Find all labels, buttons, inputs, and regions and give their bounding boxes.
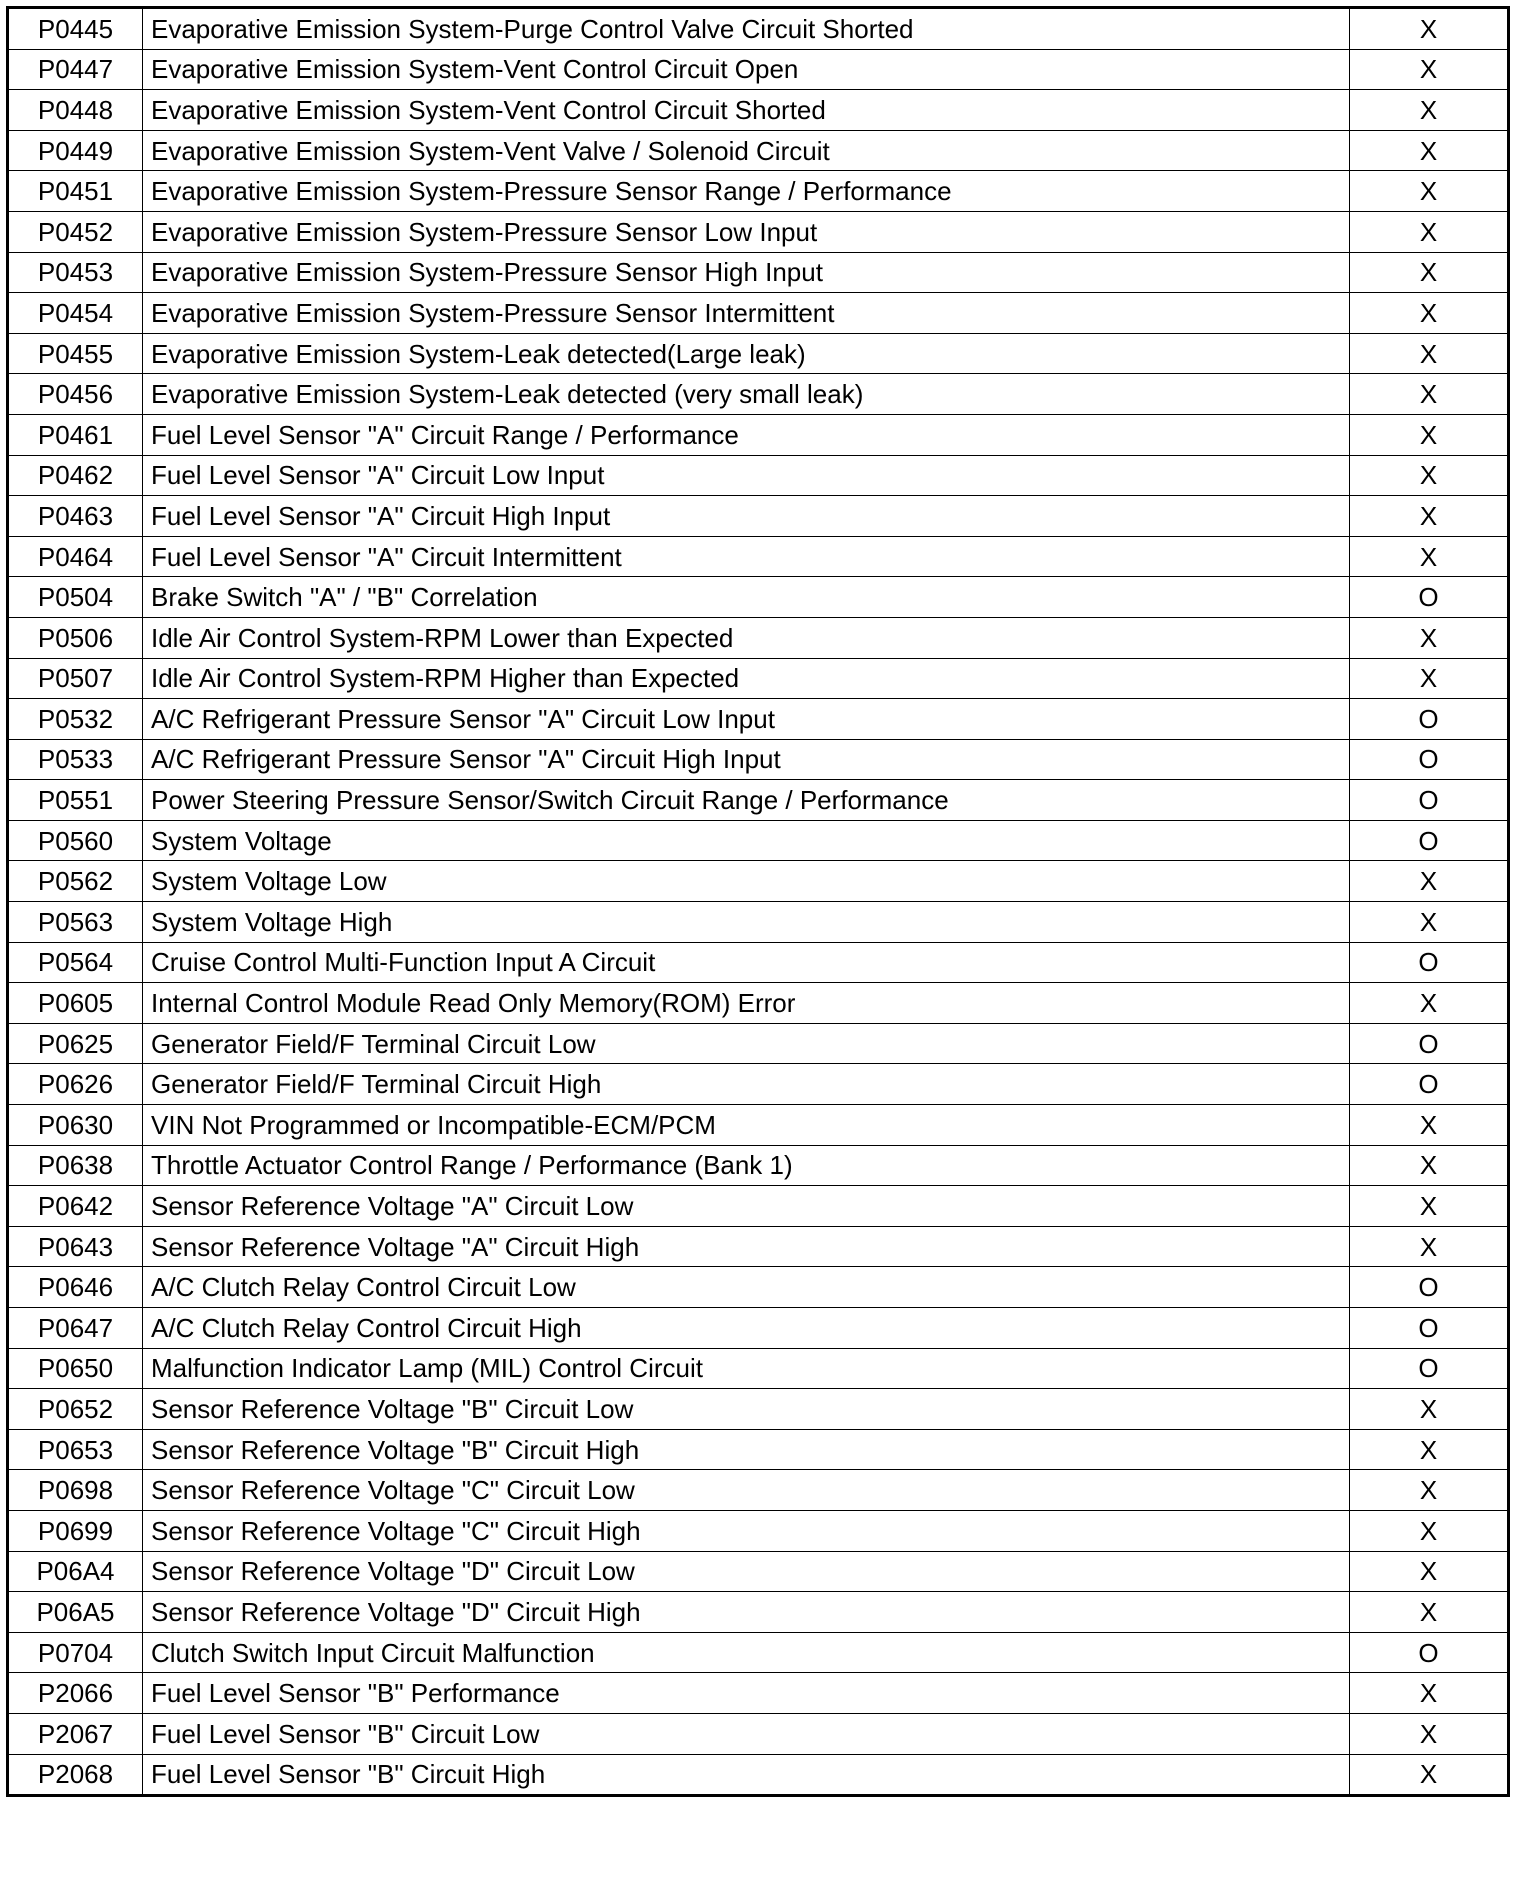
table-row bbox=[8, 780, 1509, 821]
dtc-description-cell: Sensor Reference Voltage "A" Circuit Low bbox=[143, 1186, 1350, 1227]
dtc-mark-cell: X bbox=[1350, 8, 1509, 50]
table-row bbox=[8, 536, 1509, 577]
dtc-description-cell: Fuel Level Sensor "A" Circuit Intermittent bbox=[143, 536, 1350, 577]
table-row bbox=[8, 699, 1509, 740]
dtc-code-cell: P0646 bbox=[8, 1267, 143, 1308]
dtc-mark-cell: X bbox=[1350, 333, 1509, 374]
table-row bbox=[8, 8, 1509, 50]
dtc-mark-cell: X bbox=[1350, 252, 1509, 293]
table-row bbox=[8, 496, 1509, 537]
table-row bbox=[8, 1023, 1509, 1064]
dtc-code-cell: P0626 bbox=[8, 1064, 143, 1105]
dtc-code-cell: P0447 bbox=[8, 49, 143, 90]
table-row bbox=[8, 1267, 1509, 1308]
table-row bbox=[8, 658, 1509, 699]
table-row bbox=[8, 293, 1509, 334]
dtc-code-cell: P0562 bbox=[8, 861, 143, 902]
dtc-mark-cell: X bbox=[1350, 902, 1509, 943]
dtc-mark-cell: X bbox=[1350, 1226, 1509, 1267]
dtc-mark-cell: O bbox=[1350, 1064, 1509, 1105]
dtc-code-cell: P0699 bbox=[8, 1510, 143, 1551]
dtc-mark-cell: O bbox=[1350, 1348, 1509, 1389]
table-row bbox=[8, 861, 1509, 902]
dtc-description-cell: Evaporative Emission System-Pressure Sensor Range / Performance bbox=[143, 171, 1350, 212]
dtc-code-cell: P06A4 bbox=[8, 1551, 143, 1592]
dtc-code-cell: P0449 bbox=[8, 130, 143, 171]
dtc-mark-cell: X bbox=[1350, 211, 1509, 252]
dtc-description-cell: Sensor Reference Voltage "B" Circuit High bbox=[143, 1429, 1350, 1470]
dtc-description-cell: Sensor Reference Voltage "A" Circuit High bbox=[143, 1226, 1350, 1267]
dtc-description-cell: Evaporative Emission System-Leak detected(Large leak) bbox=[143, 333, 1350, 374]
dtc-code-cell: P0462 bbox=[8, 455, 143, 496]
dtc-mark-cell: X bbox=[1350, 496, 1509, 537]
table-row bbox=[8, 414, 1509, 455]
table-row bbox=[8, 577, 1509, 618]
dtc-mark-cell: O bbox=[1350, 820, 1509, 861]
dtc-code-cell: P0630 bbox=[8, 1105, 143, 1146]
dtc-table-body bbox=[8, 8, 1509, 1796]
dtc-description-cell: Cruise Control Multi-Function Input A Circuit bbox=[143, 942, 1350, 983]
dtc-mark-cell: X bbox=[1350, 1470, 1509, 1511]
dtc-description-cell: Malfunction Indicator Lamp (MIL) Control Circuit bbox=[143, 1348, 1350, 1389]
dtc-code-cell: P0452 bbox=[8, 211, 143, 252]
dtc-mark-cell: O bbox=[1350, 1267, 1509, 1308]
dtc-mark-cell: X bbox=[1350, 1673, 1509, 1714]
dtc-description-cell: Evaporative Emission System-Purge Control Valve Circuit Shorted bbox=[143, 8, 1350, 50]
table-row bbox=[8, 1713, 1509, 1754]
table-row bbox=[8, 1064, 1509, 1105]
dtc-mark-cell: O bbox=[1350, 1308, 1509, 1349]
dtc-description-cell: Power Steering Pressure Sensor/Switch Circuit Range / Performance bbox=[143, 780, 1350, 821]
dtc-mark-cell: X bbox=[1350, 90, 1509, 131]
dtc-description-cell: A/C Refrigerant Pressure Sensor "A" Circuit Low Input bbox=[143, 699, 1350, 740]
dtc-description-cell: Sensor Reference Voltage "B" Circuit Low bbox=[143, 1389, 1350, 1430]
dtc-description-cell: Sensor Reference Voltage "D" Circuit High bbox=[143, 1592, 1350, 1633]
dtc-code-cell: P0642 bbox=[8, 1186, 143, 1227]
dtc-mark-cell: X bbox=[1350, 1754, 1509, 1796]
table-row bbox=[8, 130, 1509, 171]
dtc-description-cell: Evaporative Emission System-Vent Control Circuit Shorted bbox=[143, 90, 1350, 131]
dtc-code-cell: P0461 bbox=[8, 414, 143, 455]
dtc-mark-cell: X bbox=[1350, 1429, 1509, 1470]
table-row bbox=[8, 374, 1509, 415]
dtc-description-cell: A/C Refrigerant Pressure Sensor "A" Circuit High Input bbox=[143, 739, 1350, 780]
dtc-description-cell: Clutch Switch Input Circuit Malfunction bbox=[143, 1632, 1350, 1673]
dtc-description-cell: Throttle Actuator Control Range / Performance (Bank 1) bbox=[143, 1145, 1350, 1186]
dtc-description-cell: Sensor Reference Voltage "C" Circuit Low bbox=[143, 1470, 1350, 1511]
dtc-code-cell: P0532 bbox=[8, 699, 143, 740]
dtc-code-cell: P0625 bbox=[8, 1023, 143, 1064]
dtc-description-cell: Evaporative Emission System-Vent Valve / Solenoid Circuit bbox=[143, 130, 1350, 171]
table-row bbox=[8, 1632, 1509, 1673]
dtc-code-cell: P0652 bbox=[8, 1389, 143, 1430]
table-row bbox=[8, 983, 1509, 1024]
table-row bbox=[8, 333, 1509, 374]
dtc-description-cell: Fuel Level Sensor "A" Circuit Range / Performance bbox=[143, 414, 1350, 455]
dtc-description-cell: Idle Air Control System-RPM Higher than Expected bbox=[143, 658, 1350, 699]
dtc-description-cell: Evaporative Emission System-Pressure Sensor Low Input bbox=[143, 211, 1350, 252]
dtc-mark-cell: X bbox=[1350, 1510, 1509, 1551]
dtc-description-cell: Fuel Level Sensor "B" Circuit High bbox=[143, 1754, 1350, 1796]
dtc-description-cell: Idle Air Control System-RPM Lower than Expected bbox=[143, 617, 1350, 658]
dtc-mark-cell: X bbox=[1350, 983, 1509, 1024]
dtc-code-cell: P0563 bbox=[8, 902, 143, 943]
dtc-description-cell: System Voltage bbox=[143, 820, 1350, 861]
dtc-code-cell: P0453 bbox=[8, 252, 143, 293]
table-row bbox=[8, 1226, 1509, 1267]
dtc-description-cell: Internal Control Module Read Only Memory(ROM) Error bbox=[143, 983, 1350, 1024]
table-row bbox=[8, 90, 1509, 131]
dtc-mark-cell: X bbox=[1350, 414, 1509, 455]
dtc-description-cell: A/C Clutch Relay Control Circuit Low bbox=[143, 1267, 1350, 1308]
dtc-mark-cell: O bbox=[1350, 577, 1509, 618]
dtc-mark-cell: X bbox=[1350, 130, 1509, 171]
dtc-description-cell: Generator Field/F Terminal Circuit High bbox=[143, 1064, 1350, 1105]
table-row bbox=[8, 171, 1509, 212]
dtc-mark-cell: X bbox=[1350, 293, 1509, 334]
table-row bbox=[8, 902, 1509, 943]
dtc-description-cell: System Voltage High bbox=[143, 902, 1350, 943]
dtc-mark-cell: X bbox=[1350, 1145, 1509, 1186]
dtc-description-cell: Fuel Level Sensor "A" Circuit Low Input bbox=[143, 455, 1350, 496]
dtc-mark-cell: O bbox=[1350, 1023, 1509, 1064]
dtc-mark-cell: X bbox=[1350, 49, 1509, 90]
dtc-code-cell: P0560 bbox=[8, 820, 143, 861]
dtc-code-cell: P2068 bbox=[8, 1754, 143, 1796]
table-row bbox=[8, 49, 1509, 90]
dtc-table bbox=[6, 6, 1510, 1797]
dtc-code-cell: P0463 bbox=[8, 496, 143, 537]
dtc-mark-cell: X bbox=[1350, 374, 1509, 415]
dtc-mark-cell: O bbox=[1350, 699, 1509, 740]
dtc-mark-cell: X bbox=[1350, 171, 1509, 212]
dtc-mark-cell: X bbox=[1350, 617, 1509, 658]
dtc-code-cell: P0647 bbox=[8, 1308, 143, 1349]
table-row bbox=[8, 455, 1509, 496]
dtc-description-cell: Brake Switch "A" / "B" Correlation bbox=[143, 577, 1350, 618]
dtc-code-cell: P0643 bbox=[8, 1226, 143, 1267]
dtc-code-cell: P0455 bbox=[8, 333, 143, 374]
dtc-mark-cell: X bbox=[1350, 455, 1509, 496]
dtc-code-cell: P0605 bbox=[8, 983, 143, 1024]
dtc-mark-cell: X bbox=[1350, 1105, 1509, 1146]
dtc-description-cell: VIN Not Programmed or Incompatible-ECM/PCM bbox=[143, 1105, 1350, 1146]
dtc-description-cell: Fuel Level Sensor "B" Performance bbox=[143, 1673, 1350, 1714]
dtc-code-cell: P0564 bbox=[8, 942, 143, 983]
dtc-code-cell: P0698 bbox=[8, 1470, 143, 1511]
table-row bbox=[8, 1348, 1509, 1389]
dtc-mark-cell: X bbox=[1350, 536, 1509, 577]
dtc-mark-cell: X bbox=[1350, 1592, 1509, 1633]
dtc-code-cell: P0454 bbox=[8, 293, 143, 334]
dtc-mark-cell: O bbox=[1350, 780, 1509, 821]
dtc-mark-cell: X bbox=[1350, 1389, 1509, 1430]
dtc-code-cell: P0464 bbox=[8, 536, 143, 577]
dtc-code-cell: P0445 bbox=[8, 8, 143, 50]
dtc-mark-cell: X bbox=[1350, 861, 1509, 902]
table-row bbox=[8, 1592, 1509, 1633]
table-row bbox=[8, 1105, 1509, 1146]
dtc-description-cell: Sensor Reference Voltage "D" Circuit Low bbox=[143, 1551, 1350, 1592]
table-row bbox=[8, 1673, 1509, 1714]
dtc-mark-cell: X bbox=[1350, 1551, 1509, 1592]
dtc-description-cell: System Voltage Low bbox=[143, 861, 1350, 902]
dtc-mark-cell: O bbox=[1350, 739, 1509, 780]
dtc-mark-cell: O bbox=[1350, 942, 1509, 983]
dtc-code-cell: P0638 bbox=[8, 1145, 143, 1186]
dtc-code-cell: P2067 bbox=[8, 1713, 143, 1754]
table-row bbox=[8, 1754, 1509, 1796]
dtc-mark-cell: X bbox=[1350, 1713, 1509, 1754]
table-row bbox=[8, 1470, 1509, 1511]
table-row bbox=[8, 1429, 1509, 1470]
dtc-description-cell: Sensor Reference Voltage "C" Circuit High bbox=[143, 1510, 1350, 1551]
dtc-code-cell: P0533 bbox=[8, 739, 143, 780]
dtc-code-cell: P2066 bbox=[8, 1673, 143, 1714]
dtc-description-cell: Fuel Level Sensor "A" Circuit High Input bbox=[143, 496, 1350, 537]
dtc-description-cell: Evaporative Emission System-Vent Control Circuit Open bbox=[143, 49, 1350, 90]
dtc-description-cell: Evaporative Emission System-Pressure Sensor Intermittent bbox=[143, 293, 1350, 334]
dtc-code-cell: P0456 bbox=[8, 374, 143, 415]
table-row bbox=[8, 617, 1509, 658]
table-row bbox=[8, 739, 1509, 780]
table-row bbox=[8, 211, 1509, 252]
dtc-code-cell: P0448 bbox=[8, 90, 143, 131]
table-row bbox=[8, 1186, 1509, 1227]
table-row bbox=[8, 1308, 1509, 1349]
table-row bbox=[8, 1551, 1509, 1592]
dtc-code-cell: P0650 bbox=[8, 1348, 143, 1389]
dtc-code-cell: P0504 bbox=[8, 577, 143, 618]
table-row bbox=[8, 942, 1509, 983]
table-row bbox=[8, 1145, 1509, 1186]
dtc-code-cell: P0506 bbox=[8, 617, 143, 658]
dtc-code-cell: P0704 bbox=[8, 1632, 143, 1673]
table-row bbox=[8, 252, 1509, 293]
dtc-mark-cell: X bbox=[1350, 1186, 1509, 1227]
dtc-description-cell: Fuel Level Sensor "B" Circuit Low bbox=[143, 1713, 1350, 1754]
dtc-code-cell: P0653 bbox=[8, 1429, 143, 1470]
table-row bbox=[8, 1389, 1509, 1430]
dtc-mark-cell: O bbox=[1350, 1632, 1509, 1673]
dtc-description-cell: Generator Field/F Terminal Circuit Low bbox=[143, 1023, 1350, 1064]
dtc-description-cell: Evaporative Emission System-Pressure Sensor High Input bbox=[143, 252, 1350, 293]
dtc-code-cell: P0551 bbox=[8, 780, 143, 821]
dtc-description-cell: A/C Clutch Relay Control Circuit High bbox=[143, 1308, 1350, 1349]
table-row bbox=[8, 1510, 1509, 1551]
dtc-code-cell: P0451 bbox=[8, 171, 143, 212]
dtc-description-cell: Evaporative Emission System-Leak detected (very small leak) bbox=[143, 374, 1350, 415]
dtc-code-cell: P06A5 bbox=[8, 1592, 143, 1633]
dtc-code-cell: P0507 bbox=[8, 658, 143, 699]
table-row bbox=[8, 820, 1509, 861]
dtc-mark-cell: X bbox=[1350, 658, 1509, 699]
